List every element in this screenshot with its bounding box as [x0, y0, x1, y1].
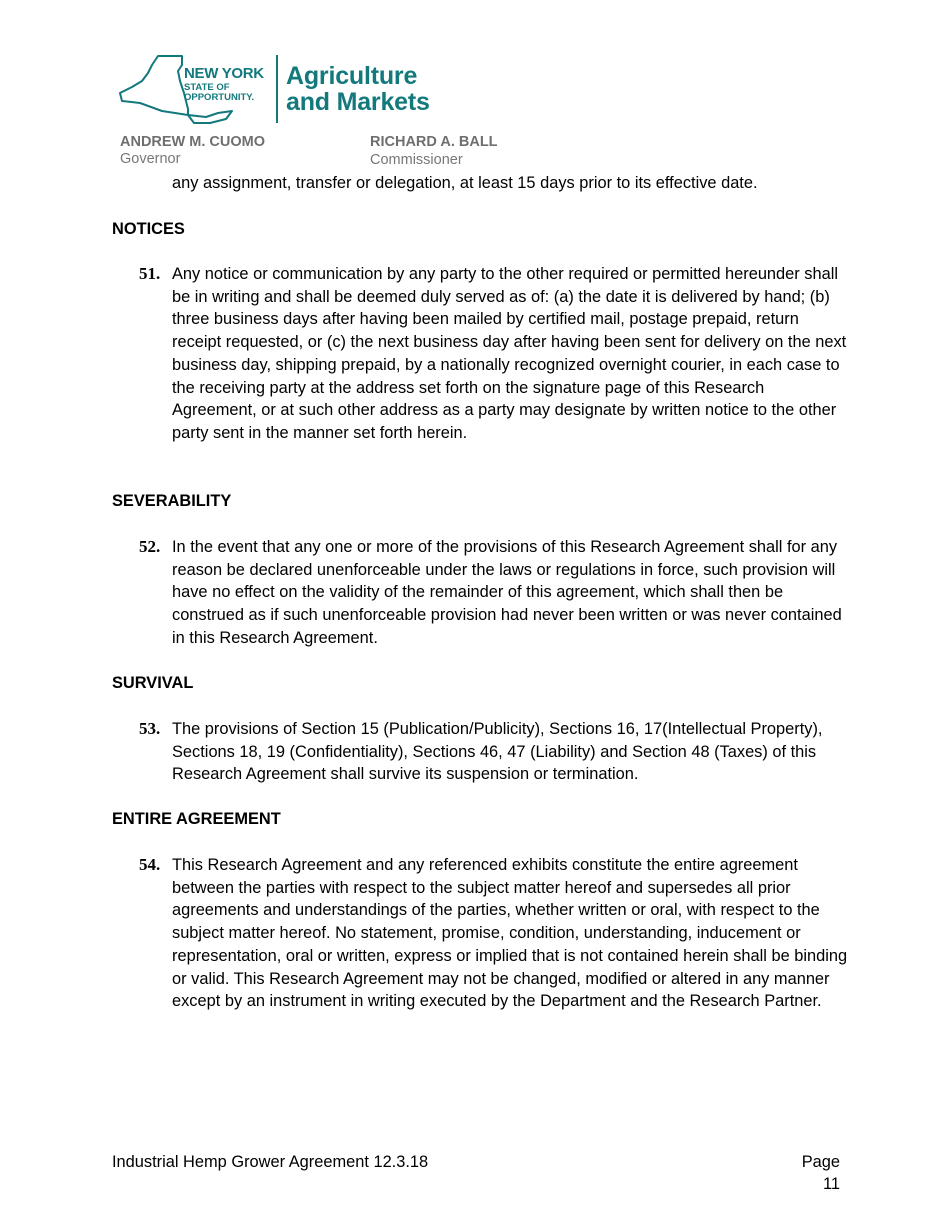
section-heading-severability: SEVERABILITY — [112, 492, 232, 510]
clause-text: The provisions of Section 15 (Publication/Publicity), Sections 16, 17(Intellectual Property), Sections 18, 19 (Confidentiality), Sections 46, 47 (Liability) and Section 48 (Taxes) of this Research Agreement shall survive its suspension or termination. — [172, 720, 823, 784]
footer-document-title: Industrial Hemp Grower Agreement 12.3.18 — [112, 1153, 429, 1171]
governor-name: ANDREW M. CUOMO — [120, 134, 265, 150]
section-heading-survival: SURVIVAL — [112, 674, 194, 692]
agency-name-line1: Agriculture — [286, 62, 418, 90]
clause-number: 52. — [139, 537, 161, 556]
clause-text: In the event that any one or more of the provisions of this Research Agreement shall for any reason be declared unenforceable under the laws or regulations in force, such provision will have no effect on the validity of the remainder of this agreement, which shall then be construed as if such unenforceable provision had never been written or was never contained in this Research Agreement. — [172, 538, 842, 647]
governor-title: Governor — [120, 151, 181, 167]
commissioner-title: Commissioner — [370, 152, 463, 168]
state-slogan-line2: STATE OF — [184, 82, 230, 93]
clause-number: 54. — [139, 855, 161, 874]
footer-page-number: Page 11 — [801, 1153, 840, 1193]
commissioner-name: RICHARD A. BALL — [370, 134, 498, 150]
clause-number: 51. — [139, 264, 161, 283]
clause-text: Any notice or communication by any party to the other required or permitted hereunder shall be in writing and shall be deemed duly served as of: (a) the date it is delivered by hand; (b) three business days after having been mailed by certified mail, postage prepaid, return receipt requested, or (c) the next business day after having been sent for delivery on the next business day, shipping prepaid, by a nationally recognized overnight courier, in each case to the receiving party at the address set forth on the signature page of this Research Agreement, or at such other address as a party may designate by written notice to the other party sent in the manner set forth herein. — [172, 265, 847, 442]
state-slogan-line1: NEW YORK — [184, 65, 264, 82]
continuation-paragraph: any assignment, transfer or delegation, at least 15 days prior to its effective date. — [172, 174, 758, 192]
agency-name-line2: and Markets — [286, 88, 430, 116]
clause-text: This Research Agreement and any referenced exhibits constitute the entire agreement between the parties with respect to the subject matter hereof and supersedes all prior agreements and understandings of the parties, whether written or oral, with respect to the subject matter hereof. No statement, promise, condition, understanding, inducement or representation, oral or written, express or implied that is not contained herein shall be binding or valid. This Research Agreement may not be changed, modified or altered in any manner except by an instrument in writing executed by the Department and the Research Partner. — [172, 856, 848, 1011]
section-heading-entire-agreement: ENTIRE AGREEMENT — [112, 810, 281, 828]
logo-divider — [276, 55, 278, 123]
state-slogan-line3: OPPORTUNITY. — [184, 92, 255, 103]
clause-number: 53. — [139, 719, 161, 738]
section-heading-notices: NOTICES — [112, 220, 185, 238]
